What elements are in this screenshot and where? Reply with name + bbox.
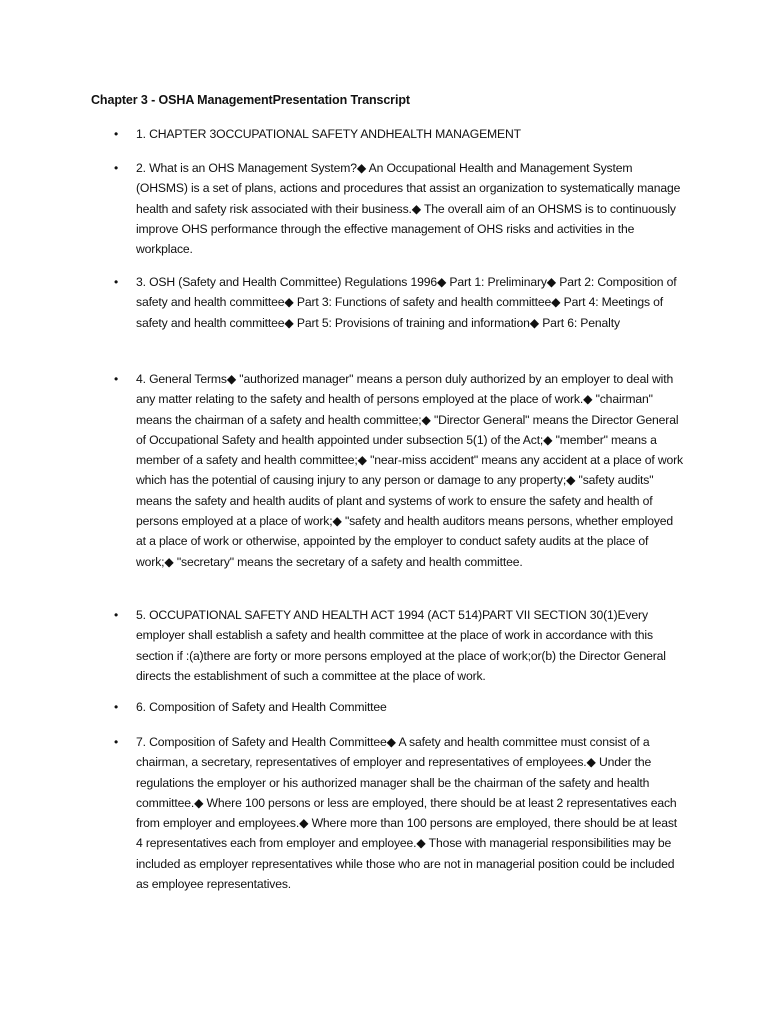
list-item: • 2. What is an OHS Management System?◆ An Occupational Health and Management System (OHSMS) is a set of plans, actions and procedures that assist an organization to systematically manage health and safety risk associated with their business.◆ The overall aim of an OHSMS is to continuously improve OHS performance through the effective management of OHS risks and activities in the workplace. <box>136 158 684 259</box>
list-item: • 4. General Terms◆ "authorized manager" means a person duly authorized by an employer to deal with any matter relating to the safety and health of persons employed at the place of work.◆ "chairman" means the chairman of a safety and health committee;◆ "Director General" means the Director General of Occupational Safety and health appointed under subsection 5(1) of the Act;◆ "member" means a member of a safety and health committee;◆ "near-miss accident" means any accident at a place of work which has the potential of causing injury to any person or damage to any property;◆ "safety audits" means the safety and health audits of plant and systems of work to ensure the safety and health of persons employed at a place of work;◆ "safety and health auditors means persons, whether employed at a place of work or otherwise, appointed by the employer to conduct safety audits at the place of work;◆ "secretary" means the secretary of a safety and health committee. <box>136 369 684 572</box>
list-item: • 3. OSH (Safety and Health Committee) Regulations 1996◆ Part 1: Preliminary◆ Part 2: Composition of safety and health committee◆ Part 3: Functions of safety and health committee◆ Part 4: Meetings of safety and health committee◆ Part 5: Provisions of training and information◆ Part 6: Penalty <box>136 272 684 333</box>
document-title: Chapter 3 - OSHA ManagementPresentation Transcript <box>91 93 410 107</box>
list-item: • 1. CHAPTER 3OCCUPATIONAL SAFETY ANDHEALTH MANAGEMENT <box>136 124 684 144</box>
list-item: • 5. OCCUPATIONAL SAFETY AND HEALTH ACT 1994 (ACT 514)PART VII SECTION 30(1)Every employer shall establish a safety and health committee at the place of work in accordance with this section if :(a)there are forty or more persons employed at the place of work;or(b) the Director General directs the establishment of such a committee at the place of work. <box>136 605 684 686</box>
list-item: • 6. Composition of Safety and Health Committee <box>136 697 684 717</box>
list-item: • 7. Composition of Safety and Health Committee◆ A safety and health committee must consist of a chairman, a secretary, representatives of employer and representatives of employees.◆ Under the regulations the employer or his authorized manager shall be the chairman of the safety and health committee.◆ Where 100 persons or less are employed, there should be at least 2 representatives each from employer and employees.◆ Where more than 100 persons are employed, there should be at least 4 representatives each from employer and employee.◆ Those with managerial responsibilities may be included as employer representatives while those who are not in managerial position could be included as employee representatives. <box>136 732 684 894</box>
